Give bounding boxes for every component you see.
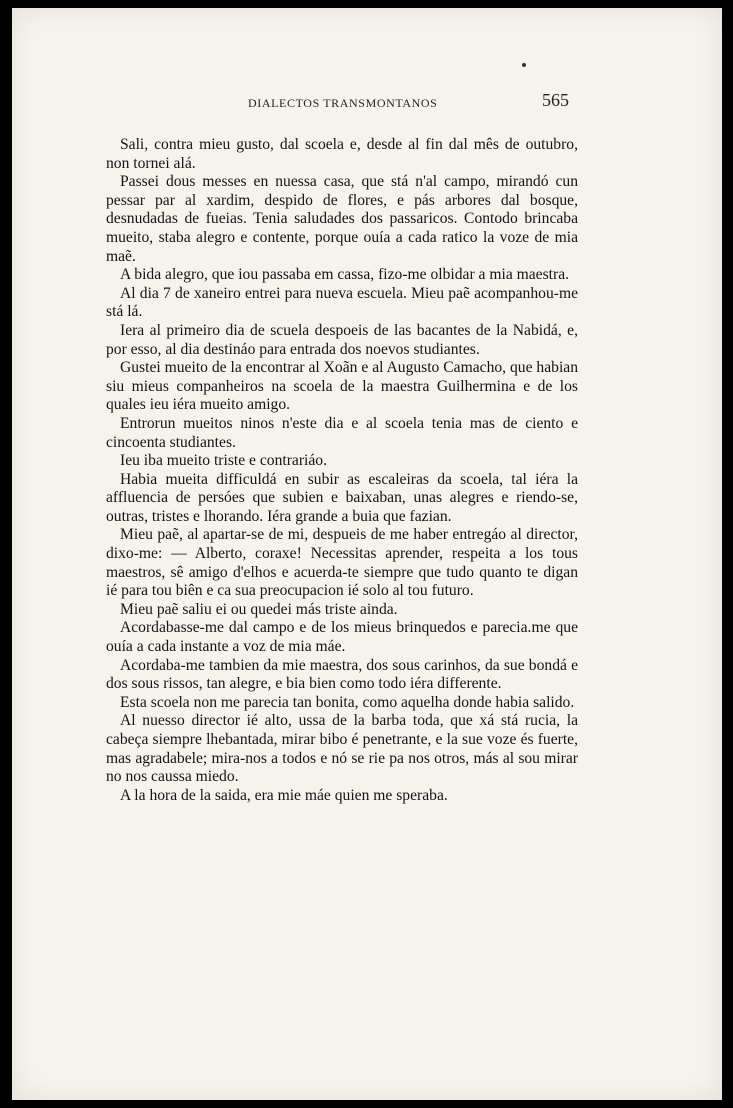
paragraph: Al dia 7 de xaneiro entrei para nueva escuela. Mieu paẽ acompanhou-me stá lá. (106, 284, 578, 321)
ink-speck (522, 63, 526, 67)
paragraph: Esta scoela non me parecia tan bonita, como aquelha donde habia salido. (120, 693, 575, 711)
paragraph: Acordabasse-me dal campo e de los mieus brinquedos e parecia.me que ouía a cada instante a voz de mia máe. (106, 619, 578, 656)
paragraph: Mieu paẽ, al apartar-se de mi, despueis de me haber entregáo al director, dixo-me: — Alberto, coraxe! Necessitas aprender, respeita a los tous maestros, sê amigo d'elhos e acuerda-te siempre que tudo quanto te digan ié para tou biên e ca sua preocupacion ié solo al tou futuro. (106, 526, 578, 600)
paragraph: A bida alegro, que iou passaba em cassa, fizo-me olbidar a mia maestra. (120, 266, 570, 284)
paragraph: Acordaba-me tambien da mie maestra, dos sous carinhos, da sue bondá e dos sous rissos, tan alegre, e bia bien como todo iéra differente. (106, 656, 578, 693)
running-title: DIALECTOS TRANSMONTANOS (248, 96, 438, 110)
paragraph: A la hora de la saida, era mie máe quien me speraba. (120, 786, 448, 804)
paragraph: Sali, contra mieu gusto, dal scoela e, desde al fin dal mês de outubro, non tornei alá. (106, 136, 578, 172)
book-page (12, 8, 722, 1100)
paragraph: Entrorun mueitos ninos n'este dia e al scoela tenia mas de ciento e cincoenta studiantes. (106, 414, 578, 451)
body-text (106, 136, 578, 805)
paragraph: Mieu paẽ saliu ei ou quedei más triste ainda. (120, 600, 398, 618)
paragraph: Habia mueita difficuldá en subir as escaleiras da scoela, tal iéra la affluencia de persóes que subien e baixaban, unas alegres e riendo-se, outras, tristes e lhorando. Iéra grande a buia que fazian. (106, 470, 578, 525)
paragraph: Iera al primeiro dia de scuela despoeis de las bacantes de la Nabidá, e, por esso, al dia destináo para entrada dos noevos studiantes. (106, 321, 578, 358)
paragraph: Gustei mueito de la encontrar al Xoãn e al Augusto Camacho, que habian siu mieus companheiros na scoela de la maestra Guilhermina e de los quales ieu iéra mueito amigo. (106, 359, 578, 414)
paragraph: Ieu iba mueito triste e contrariáo. (120, 452, 327, 470)
paragraph: Passei dous messes en nuessa casa, que stá n'al campo, mirandó cun pessar par al xardim, despido de flores, e pás arbores dal bosque, desnudadas de fueias. Tenia saludades dos passaricos. Contodo brincaba mueito, staba alegro e contente, porque ouía a cada ratico la voze de mia maẽ. (106, 173, 578, 265)
page-number: 565 (542, 90, 569, 110)
paragraph: Al nuesso director ié alto, ussa de la barba toda, que xá stá rucia, la cabeça siempre lhebantada, mirar bibo é penetrante, e la sue voze és fuerte, mas agradabele; mira-nos a todos e nó se rie pa nos otros, más al sou mirar no nos caussa miedo. (106, 712, 578, 786)
